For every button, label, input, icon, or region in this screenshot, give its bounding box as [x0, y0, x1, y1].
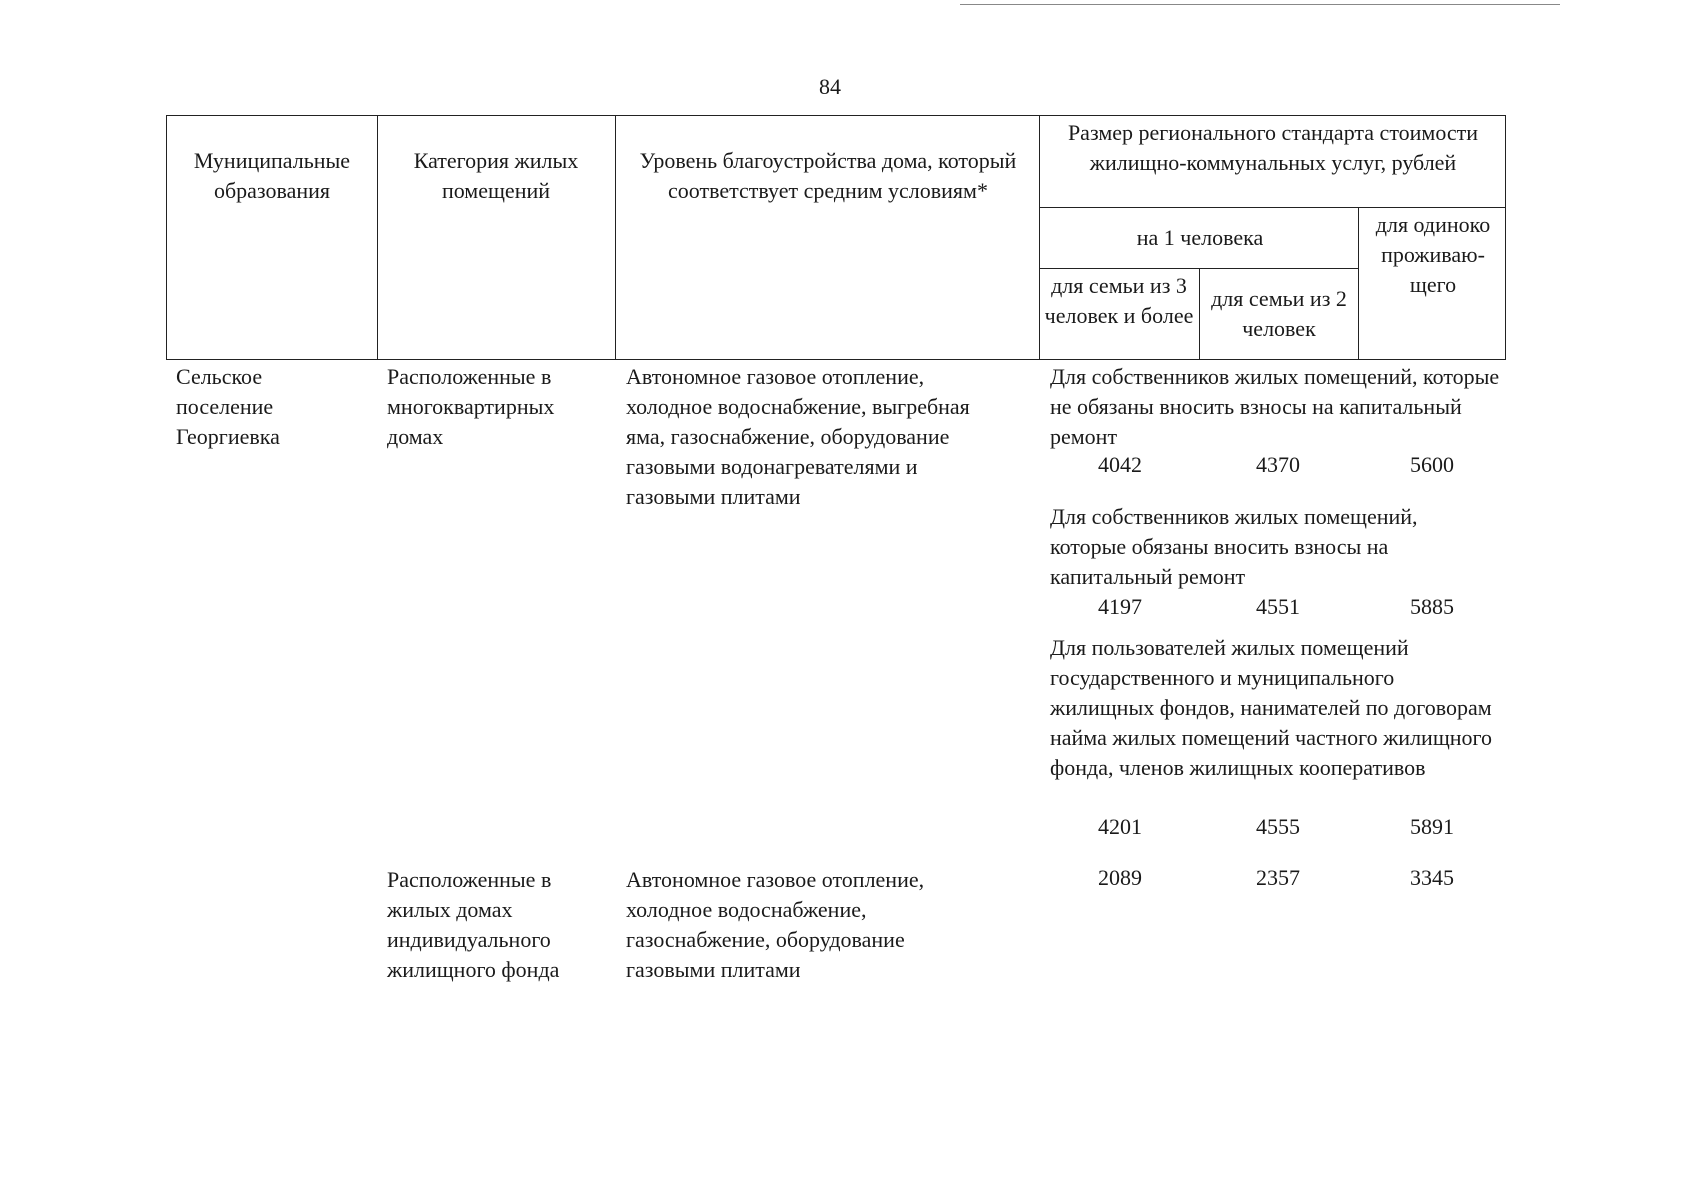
value-single: 5600: [1410, 452, 1454, 477]
divider: [1358, 207, 1359, 359]
amenities-individual-houses: Автономное газовое отопление, холодное водоснабжение, газоснабжение, оборудование газовыми плитами: [626, 867, 925, 982]
owners-not-obliged-label: Для собственников жилых помещений, которые не обязаны вносить взносы на капитальный ремонт: [1050, 364, 1500, 449]
header-family-2: для семьи из 2 человек: [1211, 286, 1347, 341]
value-single: 5885: [1410, 594, 1454, 619]
value-family2: 4551: [1256, 594, 1300, 619]
table-header: [166, 115, 1506, 360]
value-family2: 4555: [1256, 814, 1300, 839]
value-single: 5891: [1410, 814, 1454, 839]
header-municipality: Муниципальные образования: [193, 148, 351, 203]
divider: [1039, 268, 1359, 269]
header-standard-size: Размер регионального стандарта стоимости жилищно-коммунальных услуг, рублей: [1067, 120, 1479, 175]
divider: [1039, 207, 1505, 208]
header-single: для одиноко проживаю-щего: [1375, 212, 1491, 297]
value-family2: 4370: [1256, 452, 1300, 477]
owners-obliged-label: Для собственников жилых помещений, которые обязаны вносить взносы на капитальный ремонт: [1050, 504, 1418, 589]
divider: [1039, 116, 1040, 359]
value-family3: 4201: [1098, 814, 1142, 839]
header-per-person: на 1 человека: [1136, 225, 1264, 250]
page-number: 84: [819, 74, 841, 99]
category-individual-houses: Расположенные в жилых домах индивидуального жилищного фонда: [387, 867, 560, 982]
users-label: Для пользователей жилых помещений государственного и муниципального жилищных фондов, нанимателей по договорам найма жилых помещений частного жилищного фонда, членов жилищных кооперативов: [1050, 635, 1493, 780]
divider: [615, 116, 616, 359]
category-apartment-buildings: Расположенные в многоквартирных домах: [387, 364, 555, 449]
divider: [377, 116, 378, 359]
value-single: 3345: [1410, 865, 1454, 890]
header-category: Категория жилых помещений: [413, 148, 579, 203]
scan-top-rule: [960, 4, 1560, 5]
value-family3: 4042: [1098, 452, 1142, 477]
header-amenities: Уровень благоустройства дома, который соответствует средним условиям*: [639, 148, 1017, 203]
value-family2: 2357: [1256, 865, 1300, 890]
amenities-apartment-buildings: Автономное газовое отопление, холодное водоснабжение, выгребная яма, газоснабжение, оборудование газовыми водонагревателями и газовыми плитами: [626, 364, 970, 509]
value-family3: 2089: [1098, 865, 1142, 890]
municipality-name: Сельское поселение Георгиевка: [176, 364, 280, 449]
value-family3: 4197: [1098, 594, 1142, 619]
divider: [1199, 268, 1200, 359]
header-family-3: для семьи из 3 человек и более: [1044, 273, 1194, 328]
